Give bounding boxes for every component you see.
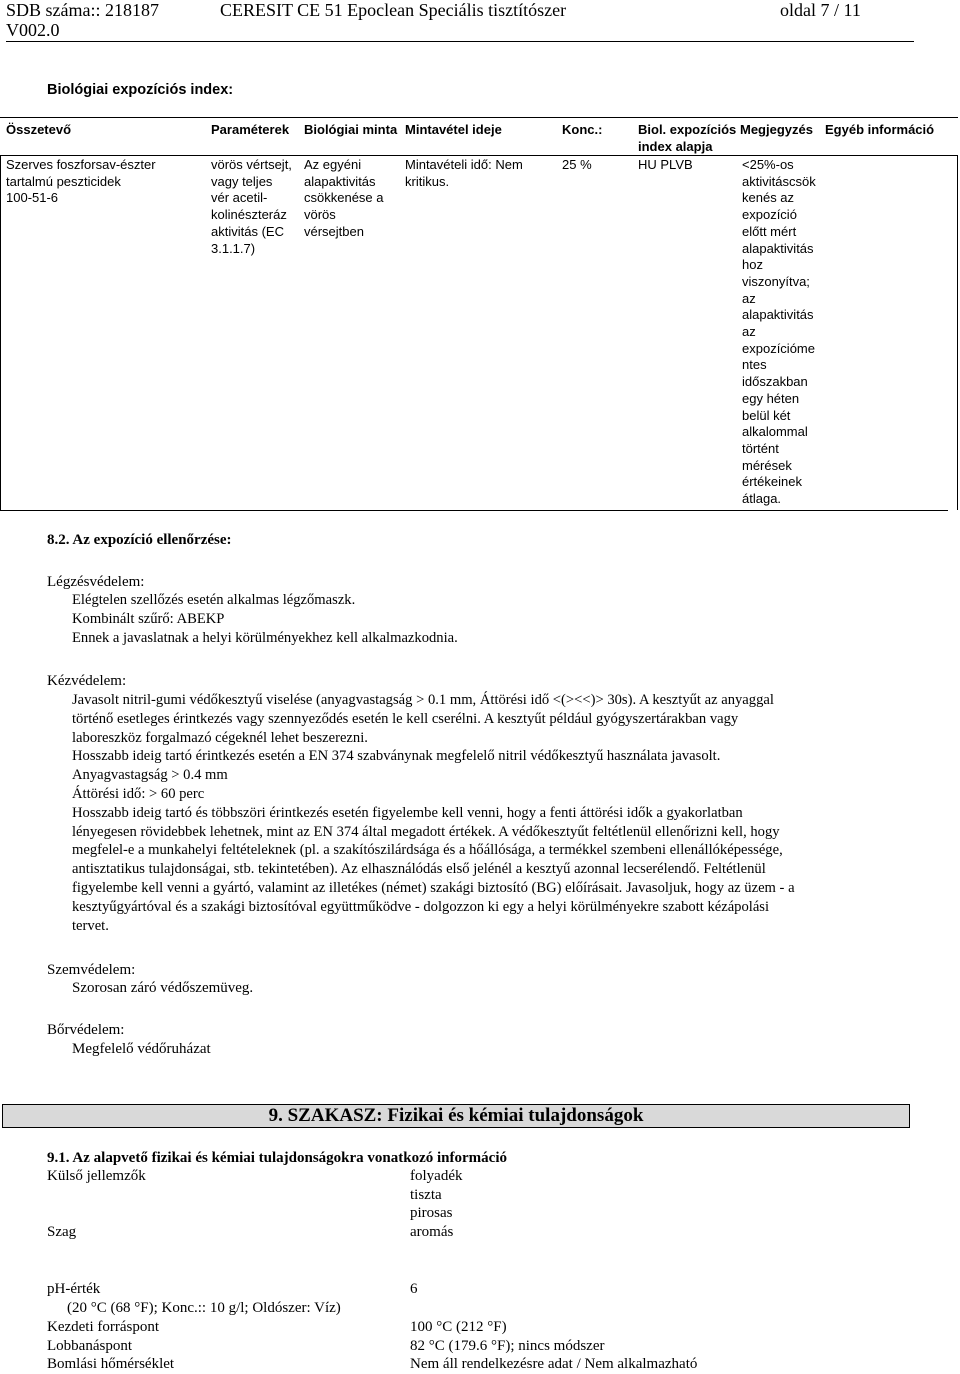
cell-note-line: az	[742, 324, 756, 340]
cell-note-line: belül két	[742, 407, 791, 423]
prop-sub-ph: (20 °C (68 °F); Konc.:: 10 g/l; Oldószer: Víz)	[67, 1300, 341, 1316]
cell-note-line: aktivitáscsök	[742, 173, 816, 189]
table-bottom-rule	[0, 510, 948, 511]
resp-line: Ennek a javaslatnak a helyi körülményekhez kell alkalmazkodnia.	[72, 629, 458, 646]
hand-line: történő esetleges érintkezés vagy szennyeződés esetén le kell cserélni. A kesztyűt például gyógyszertárakban vagy	[72, 710, 739, 727]
prop-label-decomp: Bomlási hőmérséklet	[47, 1356, 175, 1372]
cell-note-line: értékeinek	[742, 474, 802, 490]
cell-note-line: alapaktivitás	[742, 240, 814, 256]
prop-value-appearance	[410, 1167, 462, 1223]
cell-note-line: ntes	[742, 357, 767, 373]
cell-sample-line: Az egyéni	[304, 157, 362, 172]
section-9-1-title: 9.1. Az alapvető fizikai és kémiai tulajdonságokra vonatkozó információ	[47, 1150, 507, 1166]
cell-parameters-line: vér acetil-	[211, 190, 268, 206]
hand-line: Hosszabb ideig tartó érintkezés esetén a EN 374 szabványnak megfelelő nitril védőkesztyű használata javasolt.	[72, 748, 721, 765]
col-header-sample: Biológiai minta	[304, 122, 398, 137]
cell-sample-line: vérsejtben	[304, 223, 364, 239]
col-header-biol-index-2: index alapja	[638, 139, 713, 154]
cell-sampling-time-line: kritikus.	[405, 173, 450, 189]
header-rule	[6, 41, 914, 42]
col-header-biol-index: Biol. expozíciós	[638, 122, 737, 137]
hand-line: antisztatikus tulajdonságai, stb. tekintetében). Az elhasználódás első jelénél a kesztyű azonnal lecserélendő. Feltétlenül	[72, 861, 766, 878]
cell-sample-line: csökkenése a	[304, 190, 384, 206]
hand-line: megfelel-e a munkahelyi feltételeknek (pl. a szakítószilárdsága és a hőállósága, a termékkel szembeni ellenállóképessége,	[72, 842, 783, 859]
resp-line: Kombinált szűrő: ABEKP	[72, 610, 225, 627]
cell-note-line: egy héten	[742, 390, 800, 406]
cell-parameters-line: kolinészteráz	[211, 207, 287, 223]
skin-text: Megfelelő védőruházat	[72, 1041, 211, 1057]
cell-note-line: előtt mért	[742, 223, 797, 239]
prop-value-decomp: Nem áll rendelkezésre adat / Nem alkalmazható	[410, 1356, 698, 1372]
cell-note-line: időszakban	[742, 374, 808, 390]
cell-parameters-line: vörös vértsejt,	[211, 157, 292, 172]
hand-line: kesztyűgyártóval és a szakági biztosítóval együttműködve - dolgozzon ki egy a helyi körülményekre szabott kézápolási	[72, 898, 770, 915]
prop-label-ph: pH-érték	[47, 1281, 101, 1297]
cell-note-line: kenés az	[742, 190, 795, 206]
cell-basis: HU PLVB	[638, 157, 693, 172]
hand-line: Áttörési idő: > 60 perc	[72, 785, 205, 802]
cell-parameters-line: aktivitás (EC	[211, 223, 284, 239]
cell-note-line: expozícióme	[742, 340, 815, 356]
cell-parameters	[211, 157, 292, 257]
cell-sample-line: alapaktivitás	[304, 173, 376, 189]
hand-line: Hosszabb ideig tartó és többszöri érintkezés esetén figyelembe kell venni, hogy a fenti áttörési idők a gyakorlatban	[72, 804, 743, 821]
hand-line: Anyagvastagság > 0.4 mm	[72, 767, 228, 784]
cell-note-line: átlaga.	[742, 491, 782, 507]
col-header-parameters: Paraméterek	[211, 122, 290, 137]
bio-index-title: Biológiai expozíciós index:	[47, 82, 234, 98]
hand-line: tervet.	[72, 917, 109, 934]
cell-note-line: expozíció	[742, 207, 797, 223]
cell-component-line: Szerves foszforsav-észter	[6, 157, 156, 172]
hand-line: figyelembe kell venni a gyártó, valamint az illetékes (német) szakági biztosító (BG) előírásait. Javasoljuk, hogy az üzem - a	[72, 879, 795, 896]
skin-label: Bőrvédelem:	[47, 1022, 125, 1038]
cell-parameters-line: 3.1.1.7)	[211, 240, 256, 256]
hand-text	[72, 691, 942, 935]
cell-component-line: tartalmú peszticidek	[6, 173, 121, 189]
prop-value-flash: 82 °C (179.6 °F); nincs módszer	[410, 1338, 605, 1354]
cell-sampling-time-line: Mintavételi idő: Nem	[405, 157, 523, 172]
cell-note	[742, 157, 816, 508]
hand-label: Kézvédelem:	[47, 673, 127, 689]
version: V002.0	[6, 20, 60, 40]
col-header-note: Megjegyzés	[740, 122, 813, 137]
table-header-rule	[0, 155, 958, 156]
table-left-border	[0, 155, 1, 510]
section-9-title: 9. SZAKASZ: Fizikai és kémiai tulajdonságok	[268, 1105, 644, 1126]
cell-note-line: az	[742, 290, 756, 306]
table-top-rule	[0, 117, 958, 118]
cell-conc: 25 %	[562, 157, 592, 172]
cell-note-line: mérések	[742, 457, 792, 473]
hand-line: laboreszköz forgalmazó cégeknél lehet beszerezni.	[72, 729, 368, 746]
prop-value-odor: aromás	[410, 1224, 454, 1240]
prop-label-odor: Szag	[47, 1224, 77, 1240]
cell-note-line: alkalommal	[742, 424, 808, 440]
cell-component-line: 100-51-6	[6, 190, 59, 206]
col-header-other: Egyéb információ	[825, 122, 935, 137]
prop-value-ph: 6	[410, 1281, 418, 1297]
cell-sample-line: vörös	[304, 207, 336, 223]
prop-value-boiling: 100 °C (212 °F)	[410, 1319, 507, 1335]
hand-line: lényegesen rövidebbek lehetnek, mint az EN 374 által megadott értékek. A védőkesztyűt feltétlenül ellenőrizni kell, hogy	[72, 823, 780, 840]
resp-text	[72, 591, 932, 647]
cell-note-line: hoz	[742, 257, 763, 273]
prop-value-line: pirosas	[410, 1205, 453, 1222]
cell-sampling-time	[405, 157, 523, 190]
col-header-sampling-time: Mintavétel ideje	[405, 122, 502, 137]
cell-note-line: viszonyítva;	[742, 273, 810, 289]
page-number: oldal 7 / 11	[780, 0, 861, 20]
cell-note-line: <25%-os	[742, 157, 794, 172]
section-8-2-title: 8.2. Az expozíció ellenőrzése:	[47, 532, 232, 548]
prop-value-line: folyadék	[410, 1168, 463, 1184]
product-name: CERESIT CE 51 Epoclean Speciális tisztítószer	[220, 0, 567, 20]
table-right-border	[957, 155, 958, 510]
cell-component	[6, 157, 156, 207]
sdb-number: SDB száma:: 218187	[6, 0, 159, 20]
cell-note-line: történt	[742, 440, 779, 456]
eye-text: Szorosan záró védőszemüveg.	[72, 980, 254, 996]
cell-parameters-line: vagy teljes	[211, 173, 273, 189]
cell-sample	[304, 157, 384, 241]
col-header-conc: Konc.:	[562, 122, 603, 137]
eye-label: Szemvédelem:	[47, 962, 136, 978]
cell-note-line: alapaktivitás	[742, 307, 814, 323]
prop-value-line: tiszta	[410, 1186, 442, 1203]
prop-label-flash: Lobbanáspont	[47, 1338, 132, 1354]
resp-line: Elégtelen szellőzés esetén alkalmas légzőmaszk.	[72, 592, 356, 608]
resp-label: Légzésvédelem:	[47, 574, 145, 590]
col-header-component: Összetevő	[6, 122, 72, 137]
prop-label-boiling: Kezdeti forráspont	[47, 1319, 160, 1335]
hand-line: Javasolt nitril-gumi védőkesztyű viselése (anyagvastagság > 0.1 mm, Áttörési idő <(><<)> 30s). A kesztyűt az anyaggal	[72, 692, 774, 708]
prop-label-appearance: Külső jellemzők	[47, 1168, 146, 1184]
